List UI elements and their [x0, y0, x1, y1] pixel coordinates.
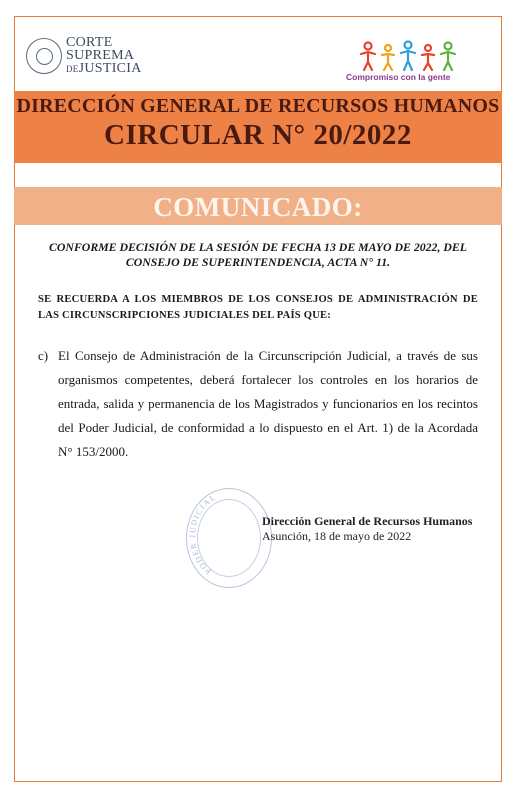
title-banner	[14, 91, 502, 163]
slogan: Compromiso con la gente	[346, 72, 451, 82]
signature-office: Dirección General de Recursos Humanos	[262, 514, 473, 528]
decision-statement: CONFORME DECISIÓN DE LA SESIÓN DE FECHA 13 DE MAYO DE 2022, DEL CONSEJO DE SUPERINTENDENCIA, ACTA N° 11.	[49, 240, 467, 269]
national-seal-icon	[26, 38, 62, 74]
court-line-3-word: JUSTICIA	[78, 61, 142, 76]
circular-number: CIRCULAR N° 20/2022	[104, 119, 412, 151]
item-label: c)	[38, 348, 49, 363]
court-line-3-prefix: DE	[66, 64, 79, 74]
comunicado-band	[14, 187, 502, 225]
stamp-text: PODER JUDICIAL	[188, 492, 219, 576]
item-c	[38, 344, 478, 464]
directorate-title: DIRECCIÓN GENERAL DE RECURSOS HUMANOS	[16, 95, 500, 117]
item-text: El Consejo de Administración de la Circunscripción Judicial, a través de sus organismos competentes, deberá fortalecer los controles en los horarios de entrada, salida y permanencia de los Magistrados y funcionarios en los recintos del Poder Judicial, de conformidad a lo dispuesto en el Art. 1) de la Acordada N° 153/2000.	[58, 348, 478, 459]
stamp-text-ring	[186, 488, 272, 588]
reminder-statement: SE RECUERDA A LOS MIEMBROS DE LOS CONSEJOS DE ADMINISTRACIÓN DE LAS CIRCUNSCRIPCIONES JUDICIALES DEL PAÍS QUE:	[38, 294, 478, 321]
comunicado-heading: COMUNICADO:	[153, 192, 363, 222]
compromiso-logo	[346, 40, 474, 88]
corte-suprema-logo	[26, 35, 176, 84]
signature-place-date: Asunción, 18 de mayo de 2022	[262, 529, 412, 543]
svg-text:PODER JUDICIAL	[188, 492, 218, 576]
court-line-2: SUPREMA	[66, 48, 135, 63]
official-stamp	[186, 488, 272, 588]
court-name	[66, 36, 142, 76]
people-icon	[358, 40, 458, 72]
court-line-1: CORTE	[66, 35, 113, 50]
signature-block	[262, 514, 482, 544]
court-line-3	[66, 62, 142, 76]
